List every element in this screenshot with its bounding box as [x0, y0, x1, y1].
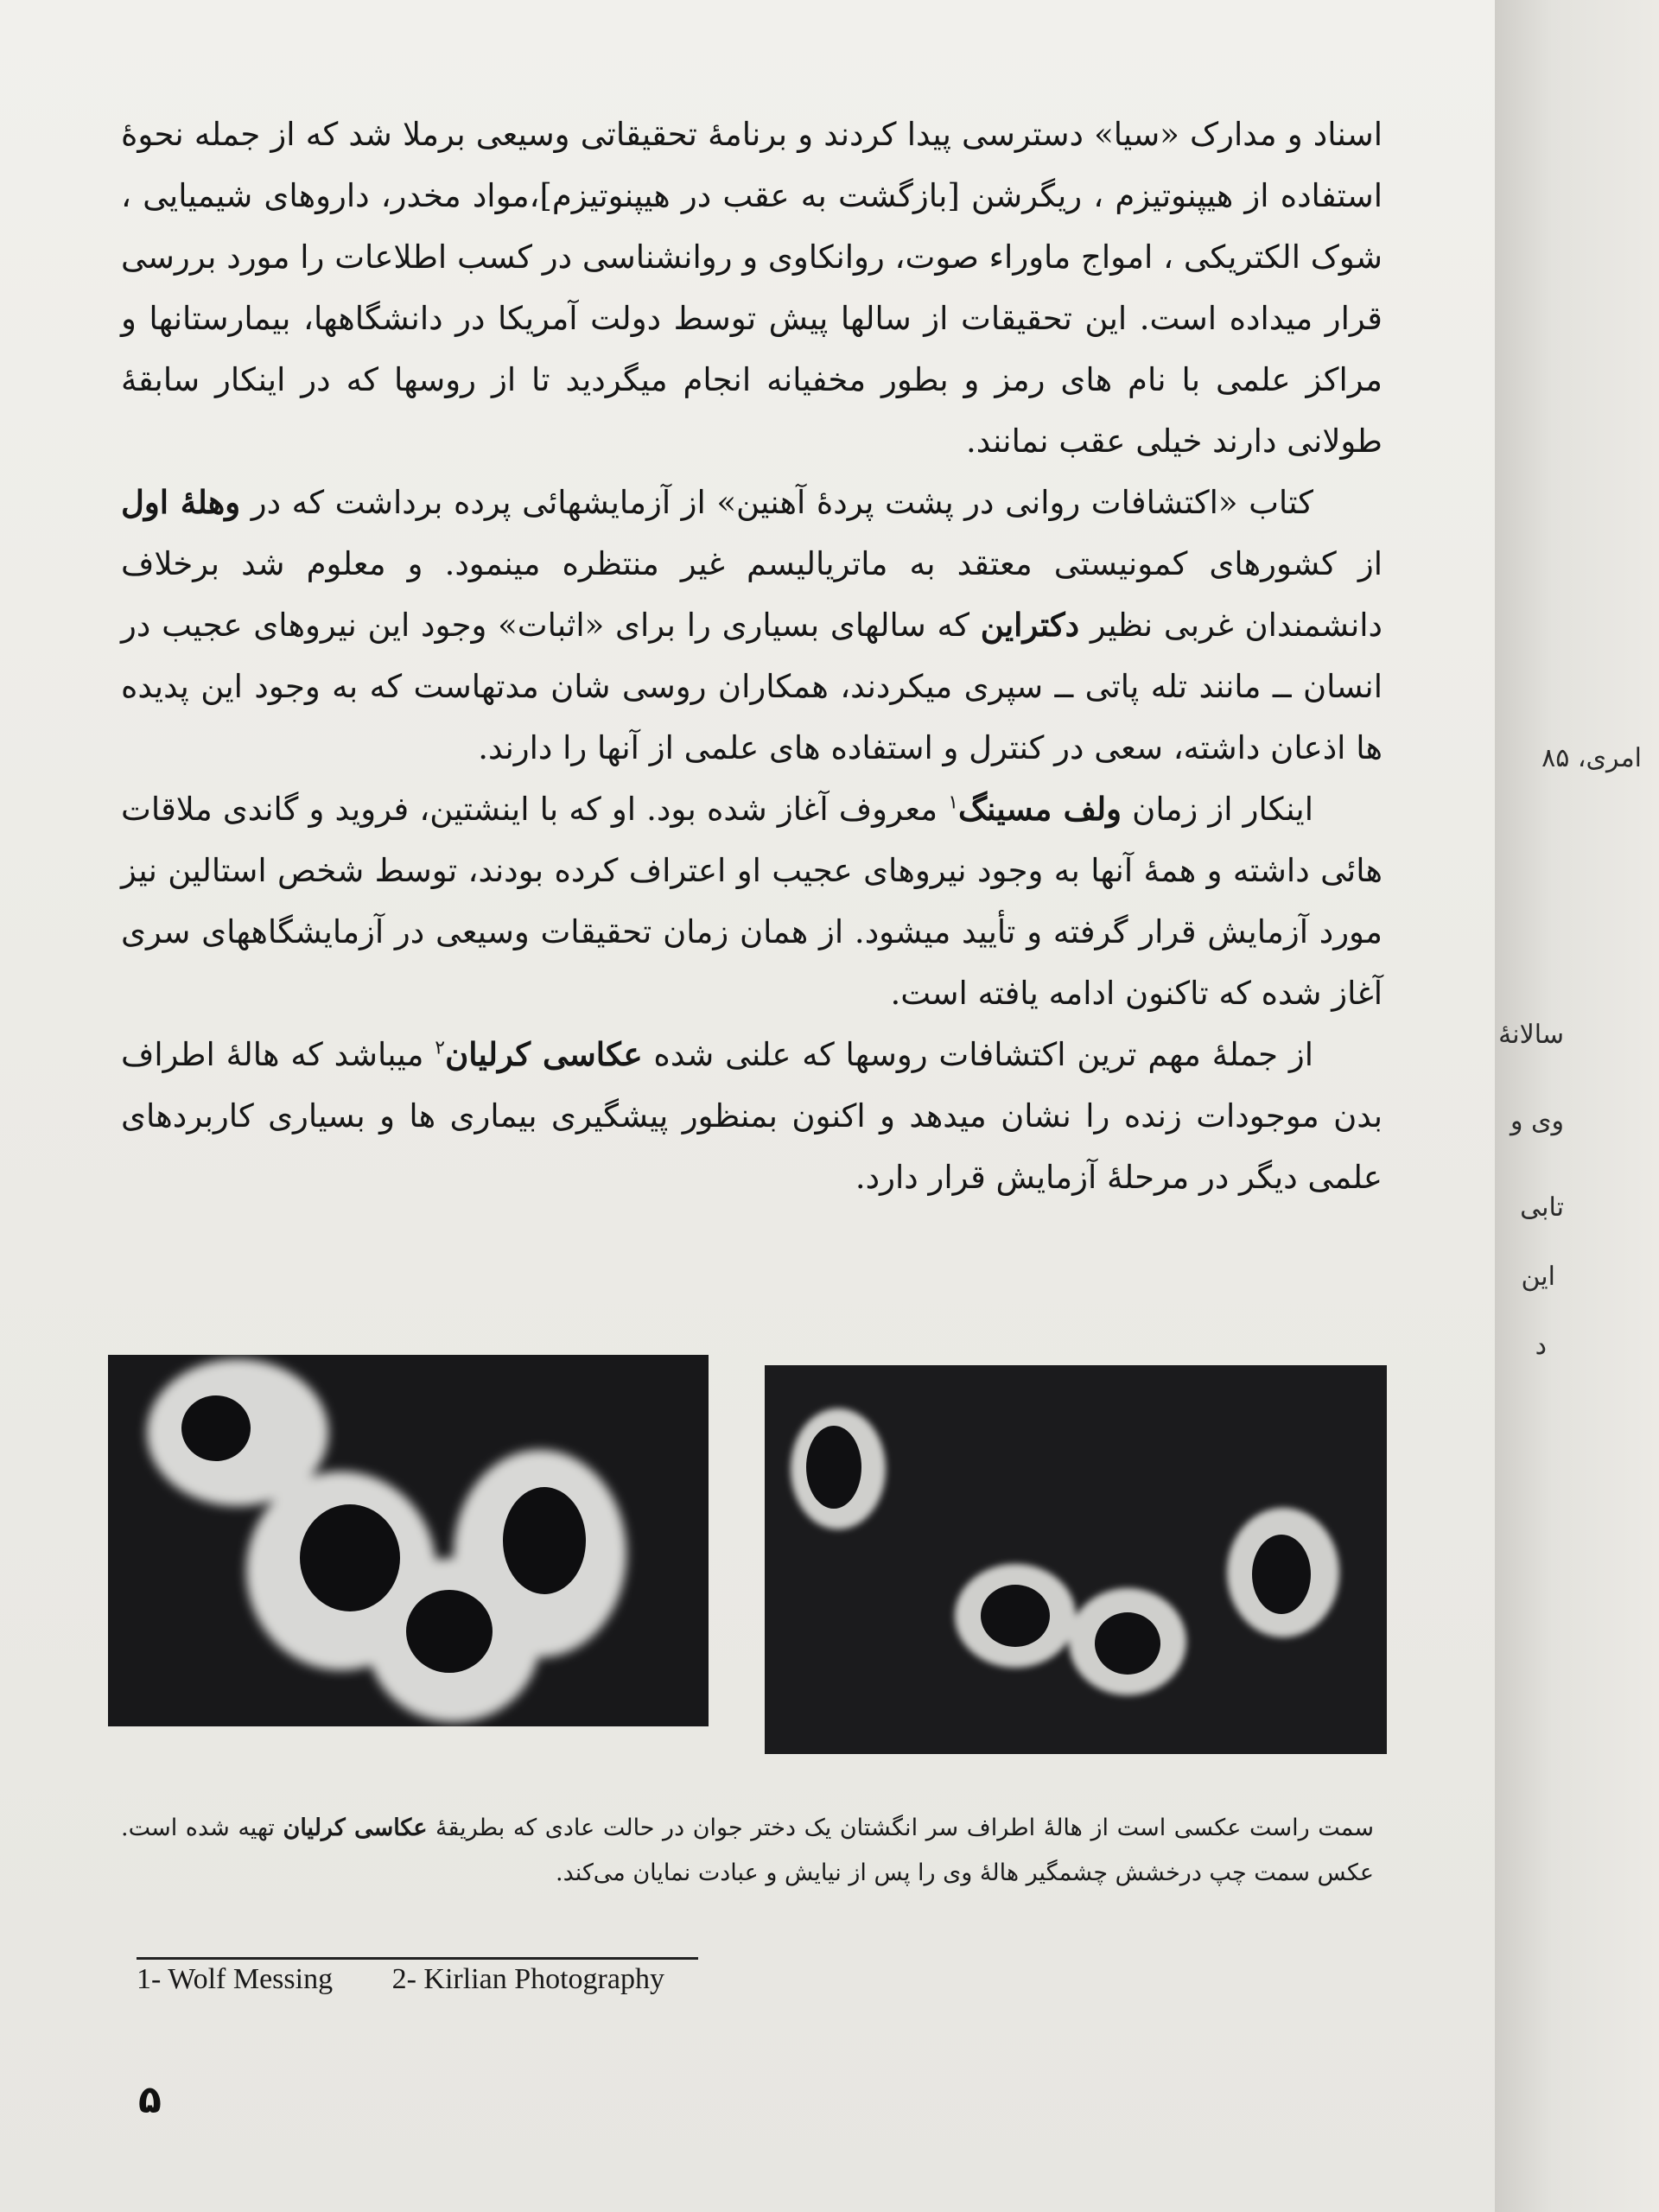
paragraph-4-bold-term: عکاسی کرلیان [445, 1035, 643, 1073]
caption-text-a: سمت راست عکسی است از هالهٔ اطراف سر انگشتان یک دختر جوان در حالت عادی که بطریقهٔ [427, 1815, 1374, 1841]
page-number: ۵ [138, 2078, 162, 2122]
footnotes [137, 1963, 716, 1996]
paragraph-2 [121, 472, 1382, 779]
body-text [121, 104, 1382, 1208]
kirlian-photo-right [765, 1365, 1387, 1754]
paragraph-4 [121, 1024, 1382, 1208]
footnote-ref-2: ۲ [435, 1037, 446, 1059]
footnote-2: 2- Kirlian Photography [391, 1963, 664, 1995]
footnote-divider [137, 1957, 698, 1960]
paragraph-3-bold-name: ولف مسینگ [958, 790, 1122, 828]
paragraph-3 [121, 779, 1382, 1024]
paragraph-2-bold-name: دکتراین [980, 606, 1080, 644]
paragraph-4-text-c: میباشد که هالهٔ اطراف بدن موجودات زنده را نشان میدهد و اکنون بمنظور پیشگیری بیماری ها و بسیاری کاربردهای علمی دیگر در مرحلهٔ آزمایش قرار دارد. [121, 1036, 1382, 1196]
caption-text-c: تهیه شده است. عکس سمت چپ درخشش چشمگیر هالهٔ وی را پس از نیایش و عبادت نمایان می‌کند. [121, 1815, 1374, 1886]
photo-caption [121, 1806, 1374, 1896]
paragraph-3-text-a: اینکار از زمان [1122, 791, 1313, 828]
paragraph-2-text-e: که سالهای بسیاری را برای «اثبات» وجود این نیروهای عجیب در انسان ــ مانند تله پاتی ــ سپری میکردند، همکاران روسی شان مدتهاست که به وجود این پدیده ها اذعان داشته، سعی در کنترل و استفاده های علمی از آنها را دارند. [121, 607, 1382, 766]
kirlian-photos [108, 1348, 1387, 1754]
paragraph-2-text-c: از کشورهای کمونیستی معتقد به ماتریالیسم غیر منتظره مینمود. و معلوم شد برخلاف دانشمندان غربی نظیر [121, 545, 1382, 644]
paragraph-2-bold-phrase: وهلهٔ اول [121, 483, 241, 521]
kirlian-photo-left [108, 1355, 709, 1726]
paragraph-4-text-a: از جملهٔ مهم ترین اکتشافات روسها که علنی شده [642, 1036, 1314, 1073]
adjacent-page-fragment-2: سالانهٔ [1498, 1020, 1564, 1050]
adjacent-page-edge [1495, 0, 1659, 2212]
adjacent-page-fragment-4: تابی [1520, 1192, 1564, 1223]
caption-bold-term: عکاسی کرلیان [283, 1815, 428, 1841]
adjacent-page-fragment-6: د [1535, 1331, 1547, 1361]
adjacent-page-fragment-3: وی و [1510, 1106, 1564, 1136]
paragraph-3-text-c: معروف آغاز شده بود. او که با اینشتین، فروید و گاندی ملاقات هائی داشته و همهٔ آنها به وجود نیروهای عجیب او اعتراف کرده بودند، توسط شخص استالین نیز مورد آزمایش قرار گرفته و تأیید میشود. از همان زمان تحقیقات وسیعی در آزمایشگاههای سری آغاز شده که تاکنون ادامه یافته است. [121, 791, 1382, 1012]
adjacent-page-fragment-1: امری، ۸۵ [1541, 743, 1642, 773]
adjacent-page-fragment-5: این [1521, 1262, 1555, 1292]
footnote-1: 1- Wolf Messing [137, 1963, 334, 1995]
paragraph-1: اسناد و مدارک «سیا» دسترسی پیدا کردند و برنامهٔ تحقیقاتی وسیعی برملا شد که از جمله نحوهٔ استفاده از هیپنوتیزم ، ریگرشن [بازگشت به عقب در هیپنوتیزم]،مواد مخدر، داروهای شیمیایی ، شوک الکتریکی ، امواج ماوراء صوت، روانکاوی و روانشناسی در کسب اطلاعات را مورد بررسی قرار میداده است. این تحقیقات از سالها پیش توسط دولت آمریکا در دانشگاهها، بیمارستانها و مراکز علمی با نام های رمز و بطور مخفیانه انجام میگردید تا از روسها که در اینکار سابقهٔ طولانی دارند خیلی عقب نمانند. [121, 116, 1382, 460]
footnote-ref-1: ۱ [948, 791, 959, 814]
caption-text [121, 1806, 1374, 1896]
paragraph-2-text-a: کتاب «اکتشافات روانی در پشت پردهٔ آهنین» از آزمایشهائی پرده برداشت که در [240, 484, 1313, 521]
